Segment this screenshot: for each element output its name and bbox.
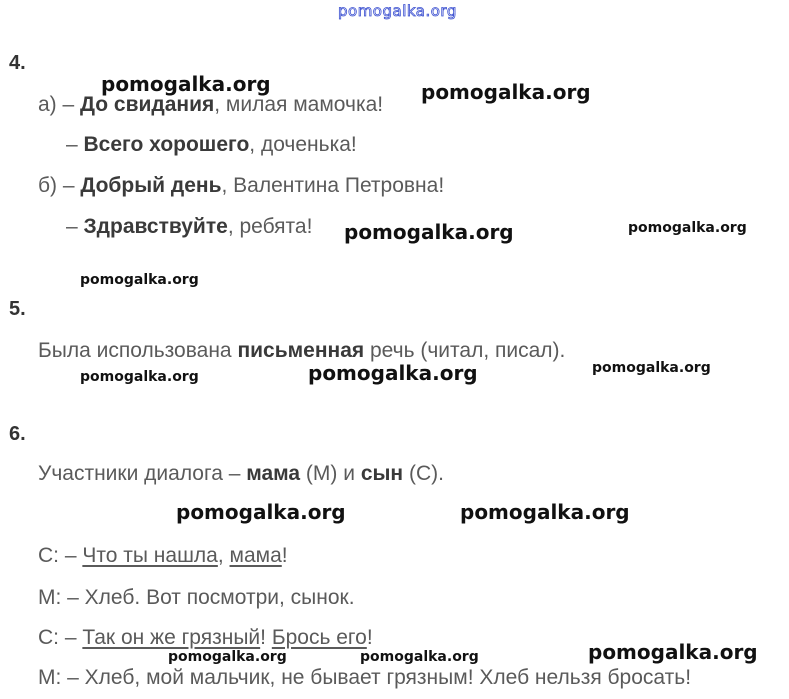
line-prefix: а) –: [38, 93, 81, 116]
speaker-prefix: С: –: [38, 544, 83, 567]
underlined-phrase: Что ты нашла: [82, 544, 218, 567]
task-4-line-a2: [66, 133, 357, 157]
top-watermark: pomogalka.org: [338, 2, 457, 20]
watermark: pomogalka.org: [176, 500, 346, 524]
line-prefix: б) –: [38, 174, 81, 197]
speaker-prefix: С: –: [38, 626, 83, 649]
task-5-number: 5.: [9, 298, 26, 320]
task-6-number: 6.: [9, 423, 26, 445]
watermark: pomogalka.org: [101, 72, 271, 96]
watermark: pomogalka.org: [588, 640, 758, 664]
separator: ,: [217, 544, 230, 567]
line-rest: , ребята!: [227, 215, 313, 238]
dialog-line-3: [38, 626, 373, 650]
task-4-number: 4.: [9, 52, 26, 74]
line-prefix: Была использована: [38, 339, 238, 362]
underlined-phrase: мама: [229, 544, 282, 567]
watermark: pomogalka.org: [80, 369, 199, 385]
watermark: pomogalka.org: [592, 360, 711, 376]
task-5-line: [38, 339, 565, 363]
task-4-line-b: [38, 174, 444, 198]
line-rest: , милая мамочка!: [214, 93, 384, 116]
underlined-phrase: Брось его: [271, 626, 367, 649]
line-prefix: –: [66, 133, 84, 156]
line-rest: , Валентина Петровна!: [221, 174, 445, 197]
dialog-line-1: [38, 544, 288, 568]
watermark: pomogalka.org: [460, 500, 630, 524]
task-4-line-b2: [66, 215, 312, 239]
watermark: pomogalka.org: [168, 649, 287, 665]
underlined-phrase: Так он же грязный: [82, 626, 261, 649]
line-rest: речь (читал, писал).: [364, 339, 566, 362]
intro-text: Участники диалога –: [38, 462, 247, 485]
bold-phrase: письменная: [237, 339, 365, 362]
line-prefix: –: [66, 215, 84, 238]
dialog-line-2: М: – Хлеб. Вот посмотри, сынок.: [38, 586, 355, 609]
line-end: !: [366, 626, 373, 649]
line-rest: , доченька!: [249, 133, 357, 156]
intro-text: (М) и: [300, 462, 361, 485]
watermark: pomogalka.org: [80, 272, 199, 288]
watermark: pomogalka.org: [421, 80, 591, 104]
intro-text: (С).: [403, 462, 444, 485]
bold-phrase: Добрый день: [80, 174, 222, 197]
task-6-intro: [38, 462, 444, 486]
watermark: pomogalka.org: [344, 220, 514, 244]
line-end: !: [281, 544, 288, 567]
bold-phrase: мама: [246, 462, 301, 485]
bold-phrase: Всего хорошего: [83, 133, 250, 156]
bold-phrase: До свидания: [80, 93, 215, 116]
bold-phrase: сын: [360, 462, 404, 485]
task-4-line-a: [38, 93, 383, 117]
watermark: pomogalka.org: [360, 649, 479, 665]
watermark: pomogalka.org: [308, 361, 478, 385]
watermark: pomogalka.org: [628, 220, 747, 236]
dialog-line-4: М: – Хлеб, мой мальчик, не бывает грязным! Хлеб нельзя бросать!: [38, 666, 692, 689]
separator: !: [260, 626, 272, 649]
bold-phrase: Здравствуйте: [83, 215, 228, 238]
